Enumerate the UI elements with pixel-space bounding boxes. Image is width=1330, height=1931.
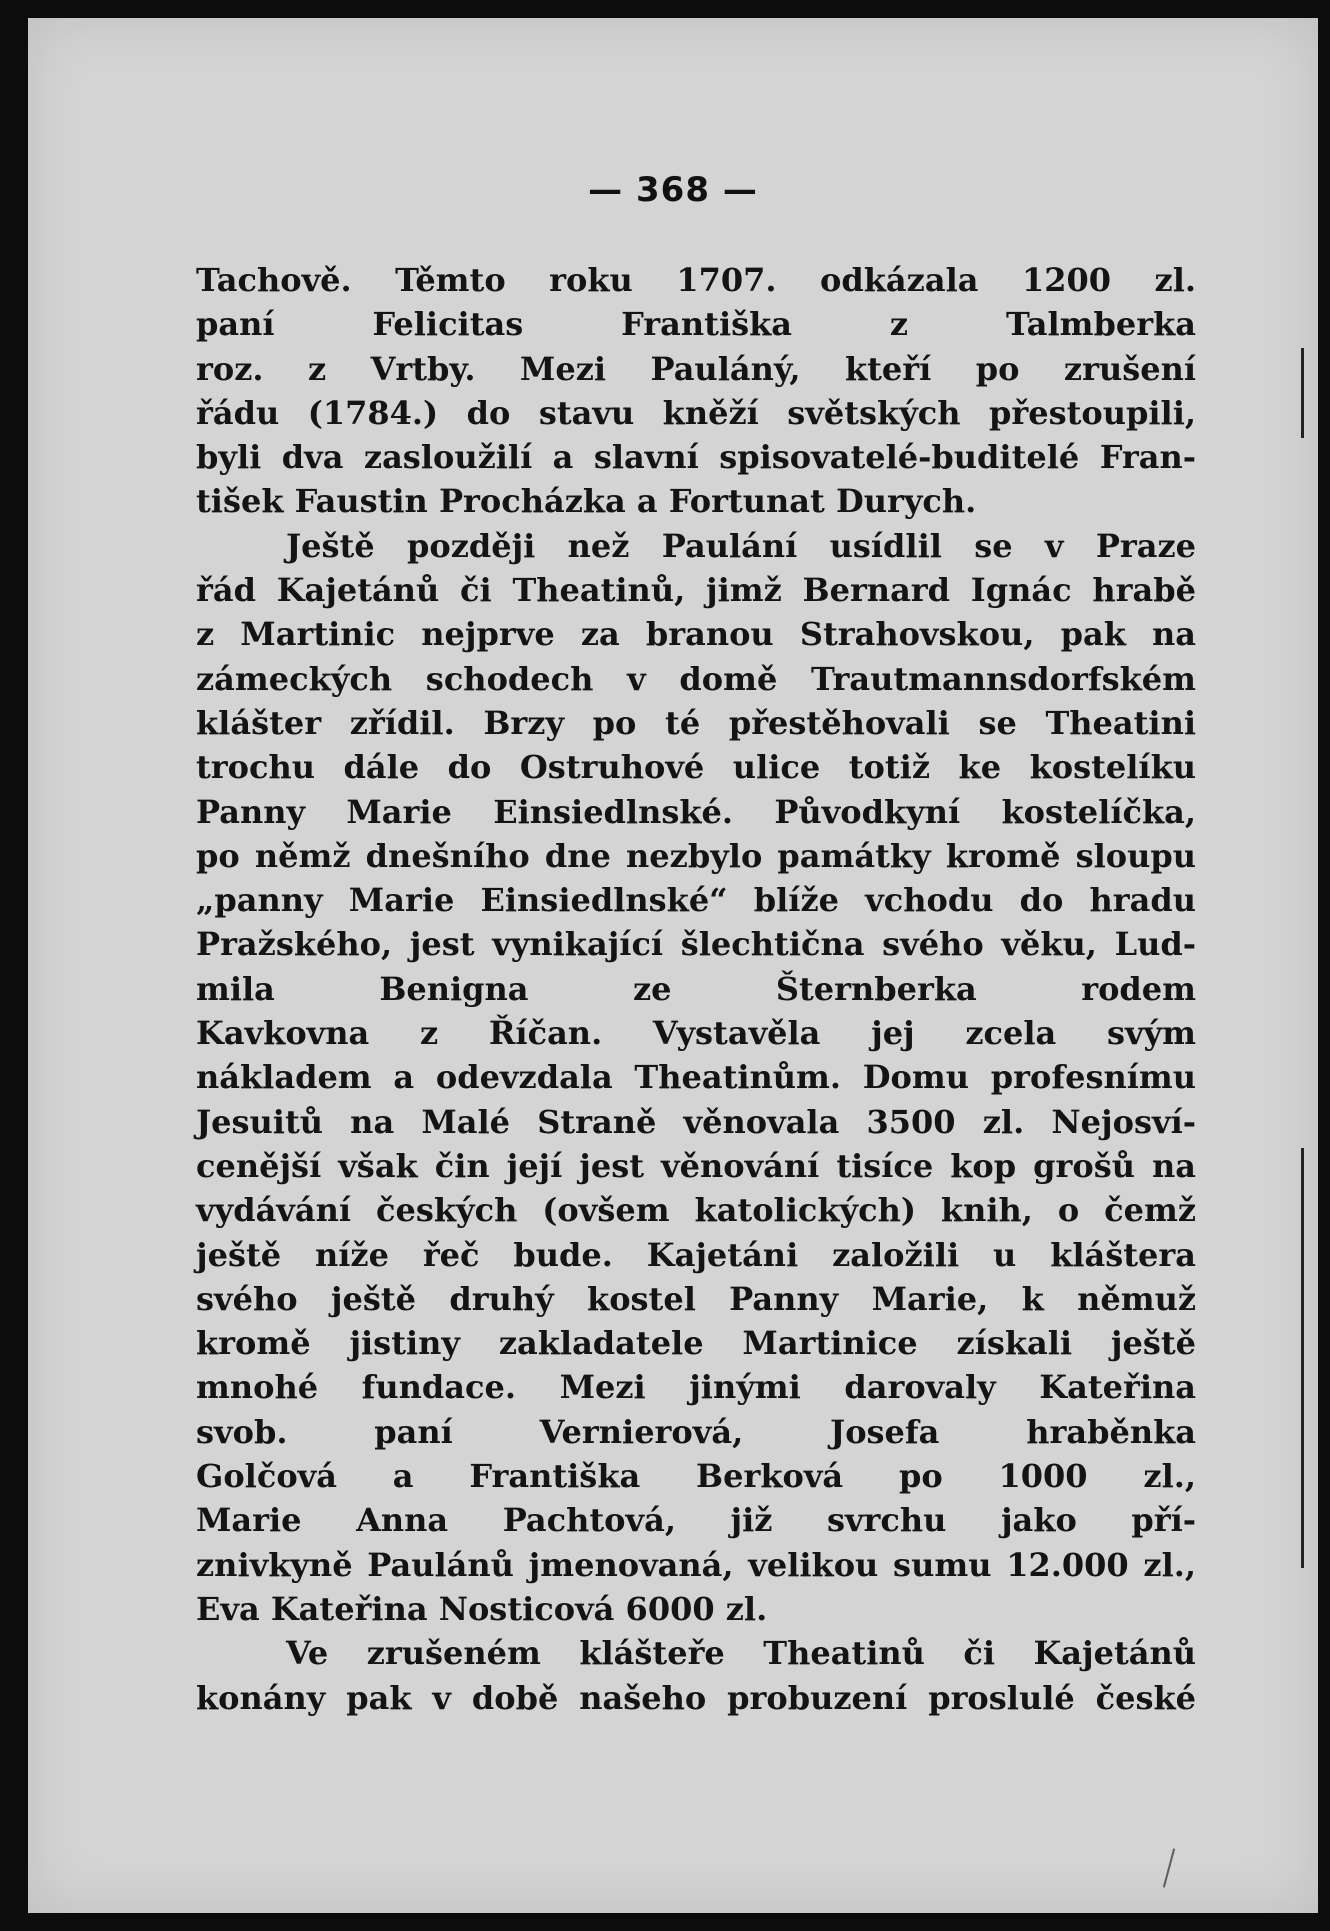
text-line: mnohé fundace. Mezi jinými darovaly Kateřina [196,1368,1196,1407]
text-line: řádu (1784.) do stavu kněží světských přestoupili, [196,393,1196,432]
binding-edge-mark [1301,348,1304,438]
text-line: Eva Kateřina Nosticová 6000 zl. [196,1589,768,1628]
text-line: Pražského, jest vynikající šlechtična svého věku, Lud- [196,925,1196,964]
text-line: Ve zrušeném klášteře Theatinů či Kajetánů [286,1634,1196,1673]
text-line: paní Felicitas Františka z Talmberka [196,305,1196,344]
text-line: mila Benigna ze Šternberka rodem [196,969,1196,1008]
text-line: vydávání českých (ovšem katolických) knih, o čemž [196,1191,1196,1230]
text-line: Marie Anna Pachtová, již svrchu jako pří- [196,1501,1196,1540]
text-line: Panny Marie Einsiedlnské. Původkyní kostelíčka, [196,792,1196,831]
text-line: Golčová a Františka Berková po 1000 zl., [196,1457,1196,1496]
text-line: cenější však čin její jest věnování tisíce kop grošů na [196,1146,1196,1185]
text-line: trochu dále do Ostruhové ulice totiž ke kostelíku [196,748,1196,787]
text-line: konány pak v době našeho probuzení proslulé české [196,1678,1196,1717]
binding-edge-mark [1301,1148,1304,1568]
text-line: Jesuitů na Malé Straně věnovala 3500 zl. Nejosví- [196,1102,1196,1141]
text-line: svého ještě druhý kostel Panny Marie, k němuž [196,1279,1196,1318]
book-page [28,18,1318,1913]
page-number: — 368 — [588,170,758,210]
text-line: Ještě později než Paulání usídlil se v Praze [286,526,1196,565]
text-line: klášter zřídil. Brzy po té přestěhovali se Theatini [196,703,1196,742]
text-line: kromě jistiny zakladatele Martinice získali ještě [196,1324,1196,1363]
text-line: byli dva zasloužilí a slavní spisovatelé-buditelé Fran- [196,438,1196,477]
text-line: roz. z Vrtby. Mezi Pauláný, kteří po zrušení [196,349,1196,388]
text-line: z Martinic nejprve za branou Strahovskou, pak na [196,615,1196,654]
text-line: zámeckých schodech v domě Trautmannsdorfském [196,659,1196,698]
text-line: Kavkovna z Říčan. Vystavěla jej zcela svým [196,1014,1196,1053]
text-line: nákladem a odevzdala Theatinům. Domu profesnímu [196,1058,1196,1097]
text-line: po němž dnešního dne nezbylo památky kromě sloupu [196,836,1196,875]
text-line: tišek Faustin Procházka a Fortunat Durych. [196,482,977,521]
body-text [196,258,1196,1720]
text-line: ještě níže řeč bude. Kajetáni založili u kláštera [196,1235,1196,1274]
text-line: „panny Marie Einsiedlnské“ blíže vchodu do hradu [196,881,1196,920]
text-line: Tachově. Těmto roku 1707. odkázala 1200 zl. [196,261,1196,299]
text-line: svob. paní Vernierová, Josefa hraběnka [196,1412,1196,1451]
text-line: znivkyně Paulánů jmenovaná, velikou sumu 12.000 zl., [196,1545,1196,1584]
text-line: řád Kajetánů či Theatinů, jimž Bernard Ignác hrabě [196,571,1196,610]
scan-speck [1163,1848,1175,1887]
